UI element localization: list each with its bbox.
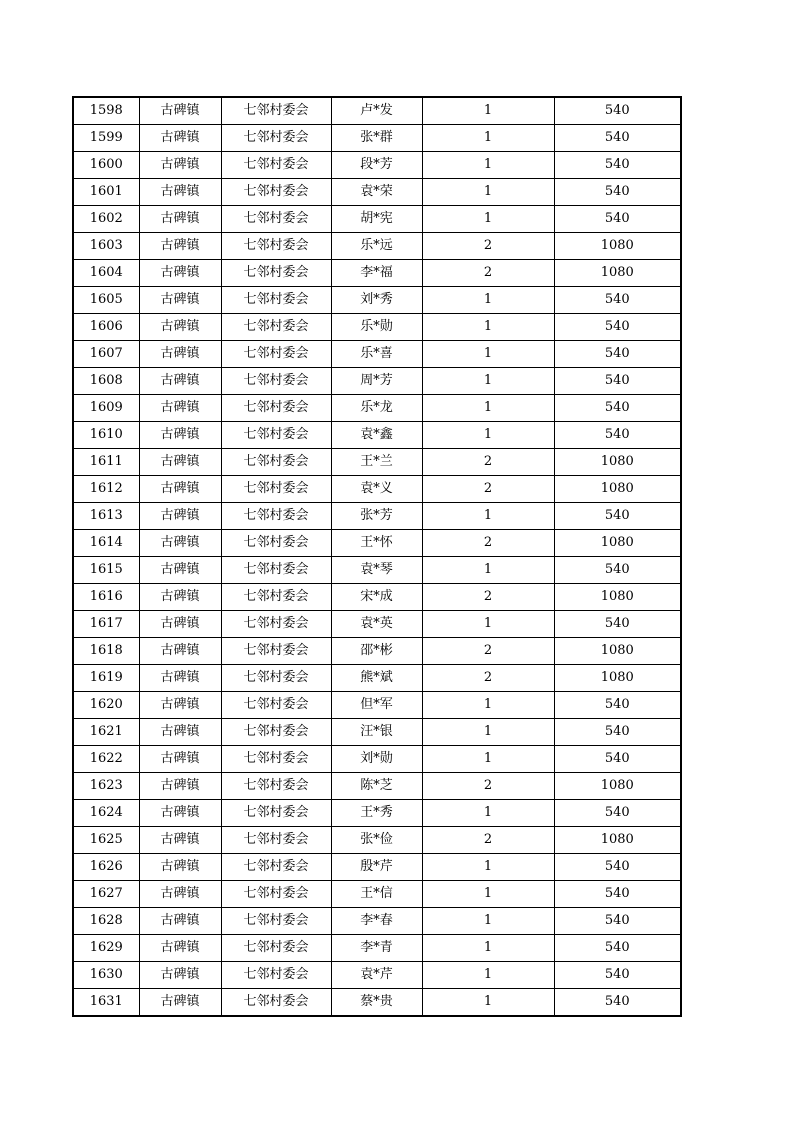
person-count-cell: 2 — [422, 233, 554, 260]
table-row — [73, 530, 681, 557]
town-cell: 古碑镇 — [139, 368, 221, 395]
row-number-cell: 1603 — [73, 233, 139, 260]
person-count-cell: 1 — [422, 557, 554, 584]
person-count-cell: 2 — [422, 827, 554, 854]
row-number-cell: 1622 — [73, 746, 139, 773]
table-row — [73, 152, 681, 179]
table-row — [73, 125, 681, 152]
row-number-cell: 1625 — [73, 827, 139, 854]
village-committee-cell: 七邻村委会 — [221, 584, 331, 611]
person-count-cell: 1 — [422, 206, 554, 233]
amount-cell: 1080 — [554, 476, 681, 503]
table-row — [73, 395, 681, 422]
person-name-cell: 乐*喜 — [331, 341, 422, 368]
village-committee-cell: 七邻村委会 — [221, 97, 331, 125]
town-cell: 古碑镇 — [139, 530, 221, 557]
person-name-cell: 王*秀 — [331, 800, 422, 827]
village-committee-cell: 七邻村委会 — [221, 260, 331, 287]
person-name-cell: 李*春 — [331, 908, 422, 935]
amount-cell: 1080 — [554, 638, 681, 665]
row-number-cell: 1611 — [73, 449, 139, 476]
person-count-cell: 1 — [422, 935, 554, 962]
town-cell: 古碑镇 — [139, 395, 221, 422]
amount-cell: 540 — [554, 395, 681, 422]
person-name-cell: 张*芳 — [331, 503, 422, 530]
amount-cell: 1080 — [554, 530, 681, 557]
row-number-cell: 1616 — [73, 584, 139, 611]
person-name-cell: 王*怀 — [331, 530, 422, 557]
amount-cell: 540 — [554, 746, 681, 773]
town-cell: 古碑镇 — [139, 557, 221, 584]
person-count-cell: 1 — [422, 368, 554, 395]
town-cell: 古碑镇 — [139, 989, 221, 1017]
person-name-cell: 袁*义 — [331, 476, 422, 503]
table-row — [73, 557, 681, 584]
amount-cell: 1080 — [554, 827, 681, 854]
person-name-cell: 汪*银 — [331, 719, 422, 746]
row-number-cell: 1599 — [73, 125, 139, 152]
village-committee-cell: 七邻村委会 — [221, 125, 331, 152]
row-number-cell: 1619 — [73, 665, 139, 692]
village-committee-cell: 七邻村委会 — [221, 152, 331, 179]
person-count-cell: 1 — [422, 314, 554, 341]
table-row — [73, 854, 681, 881]
village-committee-cell: 七邻村委会 — [221, 395, 331, 422]
table-row — [73, 935, 681, 962]
row-number-cell: 1629 — [73, 935, 139, 962]
person-name-cell: 乐*远 — [331, 233, 422, 260]
person-count-cell: 1 — [422, 962, 554, 989]
village-committee-cell: 七邻村委会 — [221, 665, 331, 692]
town-cell: 古碑镇 — [139, 692, 221, 719]
row-number-cell: 1617 — [73, 611, 139, 638]
person-count-cell: 2 — [422, 530, 554, 557]
amount-cell: 540 — [554, 719, 681, 746]
table-row — [73, 206, 681, 233]
person-name-cell: 张*俭 — [331, 827, 422, 854]
person-count-cell: 2 — [422, 476, 554, 503]
town-cell: 古碑镇 — [139, 800, 221, 827]
table-row — [73, 503, 681, 530]
table-row — [73, 989, 681, 1017]
row-number-cell: 1627 — [73, 881, 139, 908]
table-row — [73, 746, 681, 773]
town-cell: 古碑镇 — [139, 503, 221, 530]
row-number-cell: 1630 — [73, 962, 139, 989]
person-name-cell: 袁*荣 — [331, 179, 422, 206]
person-count-cell: 1 — [422, 692, 554, 719]
person-name-cell: 王*信 — [331, 881, 422, 908]
village-committee-cell: 七邻村委会 — [221, 422, 331, 449]
person-count-cell: 1 — [422, 854, 554, 881]
row-number-cell: 1606 — [73, 314, 139, 341]
village-committee-cell: 七邻村委会 — [221, 233, 331, 260]
town-cell: 古碑镇 — [139, 314, 221, 341]
town-cell: 古碑镇 — [139, 179, 221, 206]
row-number-cell: 1624 — [73, 800, 139, 827]
amount-cell: 1080 — [554, 665, 681, 692]
roster-table — [72, 96, 682, 1017]
village-committee-cell: 七邻村委会 — [221, 179, 331, 206]
table-row — [73, 719, 681, 746]
row-number-cell: 1610 — [73, 422, 139, 449]
row-number-cell: 1607 — [73, 341, 139, 368]
village-committee-cell: 七邻村委会 — [221, 503, 331, 530]
town-cell: 古碑镇 — [139, 97, 221, 125]
amount-cell: 540 — [554, 854, 681, 881]
table-row — [73, 233, 681, 260]
amount-cell: 540 — [554, 692, 681, 719]
person-count-cell: 2 — [422, 665, 554, 692]
person-name-cell: 袁*鑫 — [331, 422, 422, 449]
person-name-cell: 袁*芹 — [331, 962, 422, 989]
person-count-cell: 1 — [422, 422, 554, 449]
village-committee-cell: 七邻村委会 — [221, 287, 331, 314]
town-cell: 古碑镇 — [139, 719, 221, 746]
amount-cell: 1080 — [554, 449, 681, 476]
table-row — [73, 449, 681, 476]
person-name-cell: 王*兰 — [331, 449, 422, 476]
amount-cell: 540 — [554, 422, 681, 449]
person-name-cell: 邵*彬 — [331, 638, 422, 665]
person-name-cell: 但*军 — [331, 692, 422, 719]
town-cell: 古碑镇 — [139, 152, 221, 179]
town-cell: 古碑镇 — [139, 773, 221, 800]
row-number-cell: 1620 — [73, 692, 139, 719]
person-count-cell: 1 — [422, 746, 554, 773]
person-count-cell: 1 — [422, 719, 554, 746]
row-number-cell: 1615 — [73, 557, 139, 584]
amount-cell: 540 — [554, 881, 681, 908]
row-number-cell: 1618 — [73, 638, 139, 665]
amount-cell: 540 — [554, 314, 681, 341]
town-cell: 古碑镇 — [139, 962, 221, 989]
town-cell: 古碑镇 — [139, 422, 221, 449]
person-name-cell: 袁*琴 — [331, 557, 422, 584]
town-cell: 古碑镇 — [139, 935, 221, 962]
town-cell: 古碑镇 — [139, 449, 221, 476]
row-number-cell: 1631 — [73, 989, 139, 1017]
table-row — [73, 881, 681, 908]
person-count-cell: 1 — [422, 287, 554, 314]
table-row — [73, 827, 681, 854]
row-number-cell: 1612 — [73, 476, 139, 503]
amount-cell: 540 — [554, 989, 681, 1017]
town-cell: 古碑镇 — [139, 665, 221, 692]
town-cell: 古碑镇 — [139, 881, 221, 908]
town-cell: 古碑镇 — [139, 341, 221, 368]
village-committee-cell: 七邻村委会 — [221, 719, 331, 746]
person-count-cell: 1 — [422, 179, 554, 206]
table-row — [73, 800, 681, 827]
village-committee-cell: 七邻村委会 — [221, 962, 331, 989]
table-row — [73, 908, 681, 935]
table-row — [73, 287, 681, 314]
village-committee-cell: 七邻村委会 — [221, 368, 331, 395]
person-count-cell: 1 — [422, 341, 554, 368]
person-count-cell: 1 — [422, 152, 554, 179]
amount-cell: 540 — [554, 503, 681, 530]
town-cell: 古碑镇 — [139, 827, 221, 854]
town-cell: 古碑镇 — [139, 584, 221, 611]
person-name-cell: 乐*勋 — [331, 314, 422, 341]
town-cell: 古碑镇 — [139, 125, 221, 152]
amount-cell: 540 — [554, 287, 681, 314]
table-row — [73, 314, 681, 341]
person-count-cell: 1 — [422, 611, 554, 638]
amount-cell: 540 — [554, 962, 681, 989]
table-row — [73, 665, 681, 692]
row-number-cell: 1628 — [73, 908, 139, 935]
person-name-cell: 胡*宪 — [331, 206, 422, 233]
town-cell: 古碑镇 — [139, 233, 221, 260]
amount-cell: 1080 — [554, 773, 681, 800]
person-name-cell: 卢*发 — [331, 97, 422, 125]
table-row — [73, 584, 681, 611]
amount-cell: 540 — [554, 125, 681, 152]
row-number-cell: 1609 — [73, 395, 139, 422]
person-name-cell: 宋*成 — [331, 584, 422, 611]
row-number-cell: 1621 — [73, 719, 139, 746]
village-committee-cell: 七邻村委会 — [221, 476, 331, 503]
person-count-cell: 1 — [422, 908, 554, 935]
table-row — [73, 260, 681, 287]
town-cell: 古碑镇 — [139, 260, 221, 287]
row-number-cell: 1598 — [73, 97, 139, 125]
town-cell: 古碑镇 — [139, 908, 221, 935]
amount-cell: 1080 — [554, 584, 681, 611]
amount-cell: 540 — [554, 179, 681, 206]
village-committee-cell: 七邻村委会 — [221, 206, 331, 233]
person-count-cell: 1 — [422, 989, 554, 1017]
row-number-cell: 1614 — [73, 530, 139, 557]
person-name-cell: 段*芳 — [331, 152, 422, 179]
village-committee-cell: 七邻村委会 — [221, 746, 331, 773]
row-number-cell: 1602 — [73, 206, 139, 233]
person-name-cell: 李*青 — [331, 935, 422, 962]
village-committee-cell: 七邻村委会 — [221, 827, 331, 854]
amount-cell: 540 — [554, 935, 681, 962]
village-committee-cell: 七邻村委会 — [221, 611, 331, 638]
person-name-cell: 周*芳 — [331, 368, 422, 395]
person-count-cell: 1 — [422, 800, 554, 827]
row-number-cell: 1626 — [73, 854, 139, 881]
person-name-cell: 熊*斌 — [331, 665, 422, 692]
person-name-cell: 李*福 — [331, 260, 422, 287]
table-row — [73, 341, 681, 368]
village-committee-cell: 七邻村委会 — [221, 449, 331, 476]
table-row — [73, 692, 681, 719]
village-committee-cell: 七邻村委会 — [221, 341, 331, 368]
row-number-cell: 1605 — [73, 287, 139, 314]
town-cell: 古碑镇 — [139, 638, 221, 665]
table-row — [73, 611, 681, 638]
amount-cell: 540 — [554, 206, 681, 233]
village-committee-cell: 七邻村委会 — [221, 989, 331, 1017]
town-cell: 古碑镇 — [139, 287, 221, 314]
row-number-cell: 1601 — [73, 179, 139, 206]
person-name-cell: 刘*秀 — [331, 287, 422, 314]
person-count-cell: 2 — [422, 449, 554, 476]
person-count-cell: 2 — [422, 260, 554, 287]
row-number-cell: 1604 — [73, 260, 139, 287]
amount-cell: 1080 — [554, 260, 681, 287]
person-name-cell: 刘*勋 — [331, 746, 422, 773]
town-cell: 古碑镇 — [139, 854, 221, 881]
amount-cell: 540 — [554, 341, 681, 368]
table-row — [73, 97, 681, 125]
row-number-cell: 1613 — [73, 503, 139, 530]
town-cell: 古碑镇 — [139, 206, 221, 233]
person-count-cell: 2 — [422, 638, 554, 665]
town-cell: 古碑镇 — [139, 611, 221, 638]
table-row — [73, 179, 681, 206]
village-committee-cell: 七邻村委会 — [221, 530, 331, 557]
village-committee-cell: 七邻村委会 — [221, 800, 331, 827]
village-committee-cell: 七邻村委会 — [221, 557, 331, 584]
table-row — [73, 422, 681, 449]
person-name-cell: 张*群 — [331, 125, 422, 152]
table-row — [73, 773, 681, 800]
amount-cell: 540 — [554, 611, 681, 638]
roster-table-body — [73, 97, 681, 1016]
table-row — [73, 638, 681, 665]
person-name-cell: 殷*芹 — [331, 854, 422, 881]
amount-cell: 540 — [554, 97, 681, 125]
row-number-cell: 1600 — [73, 152, 139, 179]
amount-cell: 540 — [554, 152, 681, 179]
village-committee-cell: 七邻村委会 — [221, 854, 331, 881]
village-committee-cell: 七邻村委会 — [221, 773, 331, 800]
person-count-cell: 2 — [422, 773, 554, 800]
amount-cell: 540 — [554, 368, 681, 395]
person-count-cell: 1 — [422, 881, 554, 908]
person-count-cell: 1 — [422, 97, 554, 125]
village-committee-cell: 七邻村委会 — [221, 692, 331, 719]
row-number-cell: 1623 — [73, 773, 139, 800]
person-name-cell: 袁*英 — [331, 611, 422, 638]
village-committee-cell: 七邻村委会 — [221, 314, 331, 341]
person-count-cell: 1 — [422, 503, 554, 530]
amount-cell: 540 — [554, 800, 681, 827]
person-name-cell: 乐*龙 — [331, 395, 422, 422]
amount-cell: 540 — [554, 908, 681, 935]
village-committee-cell: 七邻村委会 — [221, 638, 331, 665]
village-committee-cell: 七邻村委会 — [221, 881, 331, 908]
village-committee-cell: 七邻村委会 — [221, 935, 331, 962]
amount-cell: 540 — [554, 557, 681, 584]
person-name-cell: 蔡*贵 — [331, 989, 422, 1017]
town-cell: 古碑镇 — [139, 746, 221, 773]
person-count-cell: 1 — [422, 125, 554, 152]
amount-cell: 1080 — [554, 233, 681, 260]
person-name-cell: 陈*芝 — [331, 773, 422, 800]
person-count-cell: 1 — [422, 395, 554, 422]
village-committee-cell: 七邻村委会 — [221, 908, 331, 935]
row-number-cell: 1608 — [73, 368, 139, 395]
table-row — [73, 476, 681, 503]
table-row — [73, 368, 681, 395]
town-cell: 古碑镇 — [139, 476, 221, 503]
table-row — [73, 962, 681, 989]
person-count-cell: 2 — [422, 584, 554, 611]
